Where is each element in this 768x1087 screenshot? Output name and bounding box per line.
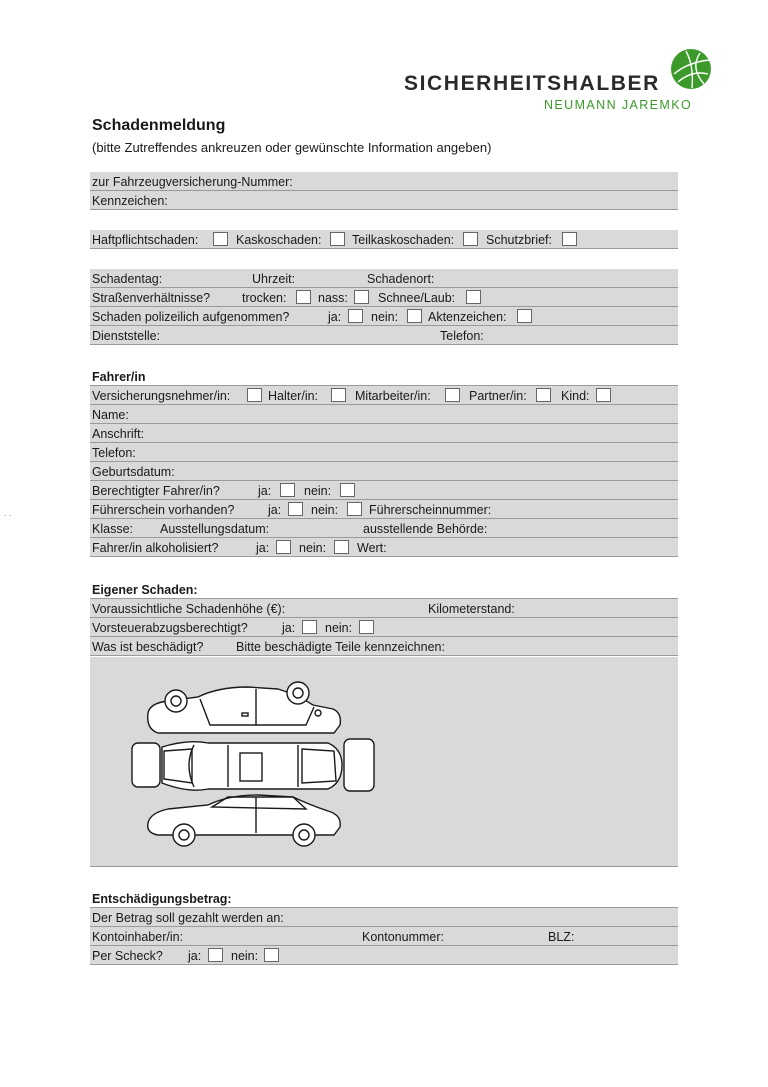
section-eigener-schaden xyxy=(90,580,678,599)
row-schadenart xyxy=(90,230,678,249)
row-alkohol xyxy=(90,538,678,557)
checkbox-scheck-nein[interactable] xyxy=(264,948,279,962)
label-geburtsdatum: Geburtsdatum: xyxy=(92,465,175,479)
label-ja: ja: xyxy=(268,503,282,517)
checkbox-berechtigt-nein[interactable] xyxy=(340,483,355,497)
checkbox-schutzbrief[interactable] xyxy=(562,232,577,246)
label-ja: ja: xyxy=(258,484,272,498)
label-schadenhoehe: Voraussichtliche Schadenhöhe (€): xyxy=(92,602,286,616)
label-kontoinhaber: Kontoinhaber/in: xyxy=(92,930,184,944)
label-klasse: Klasse: xyxy=(92,522,133,536)
label-nass: nass: xyxy=(318,291,348,305)
label-ja: ja: xyxy=(282,621,296,635)
label-fuehrerschein: Führerschein vorhanden? xyxy=(92,503,235,517)
row-scheck xyxy=(90,946,678,965)
label-versicherungsnummer: zur Fahrzeugversicherung-Nummer: xyxy=(92,175,293,189)
row-vorsteuer xyxy=(90,618,678,637)
label-kilometerstand: Kilometerstand: xyxy=(428,602,515,616)
brand-name: SICHERHEITSHALBER xyxy=(404,72,660,95)
row-versicherungsnummer[interactable] xyxy=(90,172,678,191)
label-kind: Kind: xyxy=(561,389,590,403)
checkbox-aktenzeichen[interactable] xyxy=(517,309,532,323)
label-partner: Partner/in: xyxy=(469,389,527,403)
row-strassenverhaeltnisse xyxy=(90,288,678,307)
label-name: Name: xyxy=(92,408,129,422)
label-trocken: trocken: xyxy=(242,291,287,305)
heading-fahrer: Fahrer/in xyxy=(92,370,146,384)
row-schadentag[interactable] xyxy=(90,269,678,288)
checkbox-schnee[interactable] xyxy=(466,290,481,304)
label-anschrift: Anschrift: xyxy=(92,427,145,441)
label-strassen: Straßenverhältnisse? xyxy=(92,291,211,305)
damage-diagram-area[interactable] xyxy=(90,657,678,867)
car-diagram-icon[interactable] xyxy=(128,673,388,853)
checkbox-vorsteuer-ja[interactable] xyxy=(302,620,317,634)
row-dienststelle[interactable] xyxy=(90,326,678,345)
label-kennzeichen: Kennzeichen: xyxy=(92,194,168,208)
label-nein: nein: xyxy=(371,310,399,324)
heading-eigener-schaden: Eigener Schaden: xyxy=(92,583,198,597)
label-haftpflicht: Haftpflichtschaden: xyxy=(92,233,199,247)
company-logo xyxy=(404,46,714,116)
label-ja: ja: xyxy=(188,949,202,963)
label-nein: nein: xyxy=(231,949,259,963)
label-schutzbrief: Schutzbrief: xyxy=(486,233,553,247)
row-polizei xyxy=(90,307,678,326)
checkbox-fuehrerschein-ja[interactable] xyxy=(288,502,303,516)
section-entschaedigung xyxy=(90,889,678,908)
row-konto[interactable] xyxy=(90,927,678,946)
row-kennzeichen[interactable] xyxy=(90,191,678,210)
row-anschrift[interactable] xyxy=(90,424,678,443)
brand-subname: NEUMANN JAREMKO xyxy=(544,98,693,112)
label-alkohol: Fahrer/in alkoholisiert? xyxy=(92,541,219,555)
checkbox-kind[interactable] xyxy=(596,388,611,402)
label-teilkasko: Teilkaskoschaden: xyxy=(352,233,455,247)
margin-mark: . . xyxy=(4,508,12,518)
row-geburtsdatum[interactable] xyxy=(90,462,678,481)
label-ja: ja: xyxy=(256,541,270,555)
checkbox-mitarbeiter[interactable] xyxy=(445,388,460,402)
label-halter: Halter/in: xyxy=(268,389,319,403)
label-ausstellungsdatum: Ausstellungsdatum: xyxy=(160,522,270,536)
checkbox-polizei-ja[interactable] xyxy=(348,309,363,323)
row-schadenhoehe[interactable] xyxy=(90,599,678,618)
checkbox-kasko[interactable] xyxy=(330,232,345,246)
checkbox-berechtigt-ja[interactable] xyxy=(280,483,295,497)
label-nein: nein: xyxy=(299,541,327,555)
label-nein: nein: xyxy=(325,621,353,635)
checkbox-trocken[interactable] xyxy=(296,290,311,304)
checkbox-polizei-nein[interactable] xyxy=(407,309,422,323)
label-vorsteuer: Vorsteuerabzugsberechtigt? xyxy=(92,621,248,635)
label-wert: Wert: xyxy=(357,541,387,555)
checkbox-fuehrerschein-nein[interactable] xyxy=(347,502,362,516)
checkbox-alkohol-nein[interactable] xyxy=(334,540,349,554)
page-title: Schadenmeldung xyxy=(92,117,226,134)
label-was-beschaedigt: Was ist beschädigt? xyxy=(92,640,204,654)
checkbox-vorsteuer-nein[interactable] xyxy=(359,620,374,634)
row-beschaedigt xyxy=(90,637,678,656)
label-nein: nein: xyxy=(311,503,339,517)
label-nein: nein: xyxy=(304,484,332,498)
label-betrag: Der Betrag soll gezahlt werden an: xyxy=(92,911,284,925)
checkbox-halter[interactable] xyxy=(331,388,346,402)
label-schnee: Schnee/Laub: xyxy=(378,291,456,305)
label-ja: ja: xyxy=(328,310,342,324)
page-subtitle: (bitte Zutreffendes ankreuzen oder gewünschte Information angeben) xyxy=(92,140,492,155)
label-telefon: Telefon: xyxy=(440,329,484,343)
label-berechtigt: Berechtigter Fahrer/in? xyxy=(92,484,220,498)
row-fahrer-rolle xyxy=(90,386,678,405)
row-fuehrerschein xyxy=(90,500,678,519)
label-schadenort: Schadenort: xyxy=(367,272,435,286)
label-polizei: Schaden polizeilich aufgenommen? xyxy=(92,310,290,324)
label-fahrer-telefon: Telefon: xyxy=(92,446,136,460)
checkbox-vn[interactable] xyxy=(247,388,262,402)
heading-entschaedigung: Entschädigungsbetrag: xyxy=(92,892,232,906)
row-berechtigt xyxy=(90,481,678,500)
label-dienststelle: Dienststelle: xyxy=(92,329,161,343)
label-teile-kennzeichnen: Bitte beschädigte Teile kennzeichnen: xyxy=(236,640,445,654)
label-uhrzeit: Uhrzeit: xyxy=(252,272,296,286)
checkbox-haftpflicht[interactable] xyxy=(213,232,228,246)
row-name[interactable] xyxy=(90,405,678,424)
row-fahrer-telefon[interactable] xyxy=(90,443,678,462)
label-scheck: Per Scheck? xyxy=(92,949,163,963)
label-vn: Versicherungsnehmer/in: xyxy=(92,389,231,403)
label-schadentag: Schadentag: xyxy=(92,272,163,286)
label-kontonummer: Kontonummer: xyxy=(362,930,444,944)
checkbox-nass[interactable] xyxy=(354,290,369,304)
label-blz: BLZ: xyxy=(548,930,575,944)
label-mitarbeiter: Mitarbeiter/in: xyxy=(355,389,431,403)
checkbox-partner[interactable] xyxy=(536,388,551,402)
checkbox-teilkasko[interactable] xyxy=(463,232,478,246)
row-klasse[interactable] xyxy=(90,519,678,538)
checkbox-scheck-ja[interactable] xyxy=(208,948,223,962)
label-fuehrerscheinnummer: Führerscheinnummer: xyxy=(369,503,492,517)
checkbox-alkohol-ja[interactable] xyxy=(276,540,291,554)
label-aktenzeichen: Aktenzeichen: xyxy=(428,310,507,324)
label-kasko: Kaskoschaden: xyxy=(236,233,322,247)
section-fahrer xyxy=(90,367,678,386)
label-behoerde: ausstellende Behörde: xyxy=(363,522,488,536)
row-betrag[interactable] xyxy=(90,908,678,927)
green-globe-icon xyxy=(670,48,712,90)
